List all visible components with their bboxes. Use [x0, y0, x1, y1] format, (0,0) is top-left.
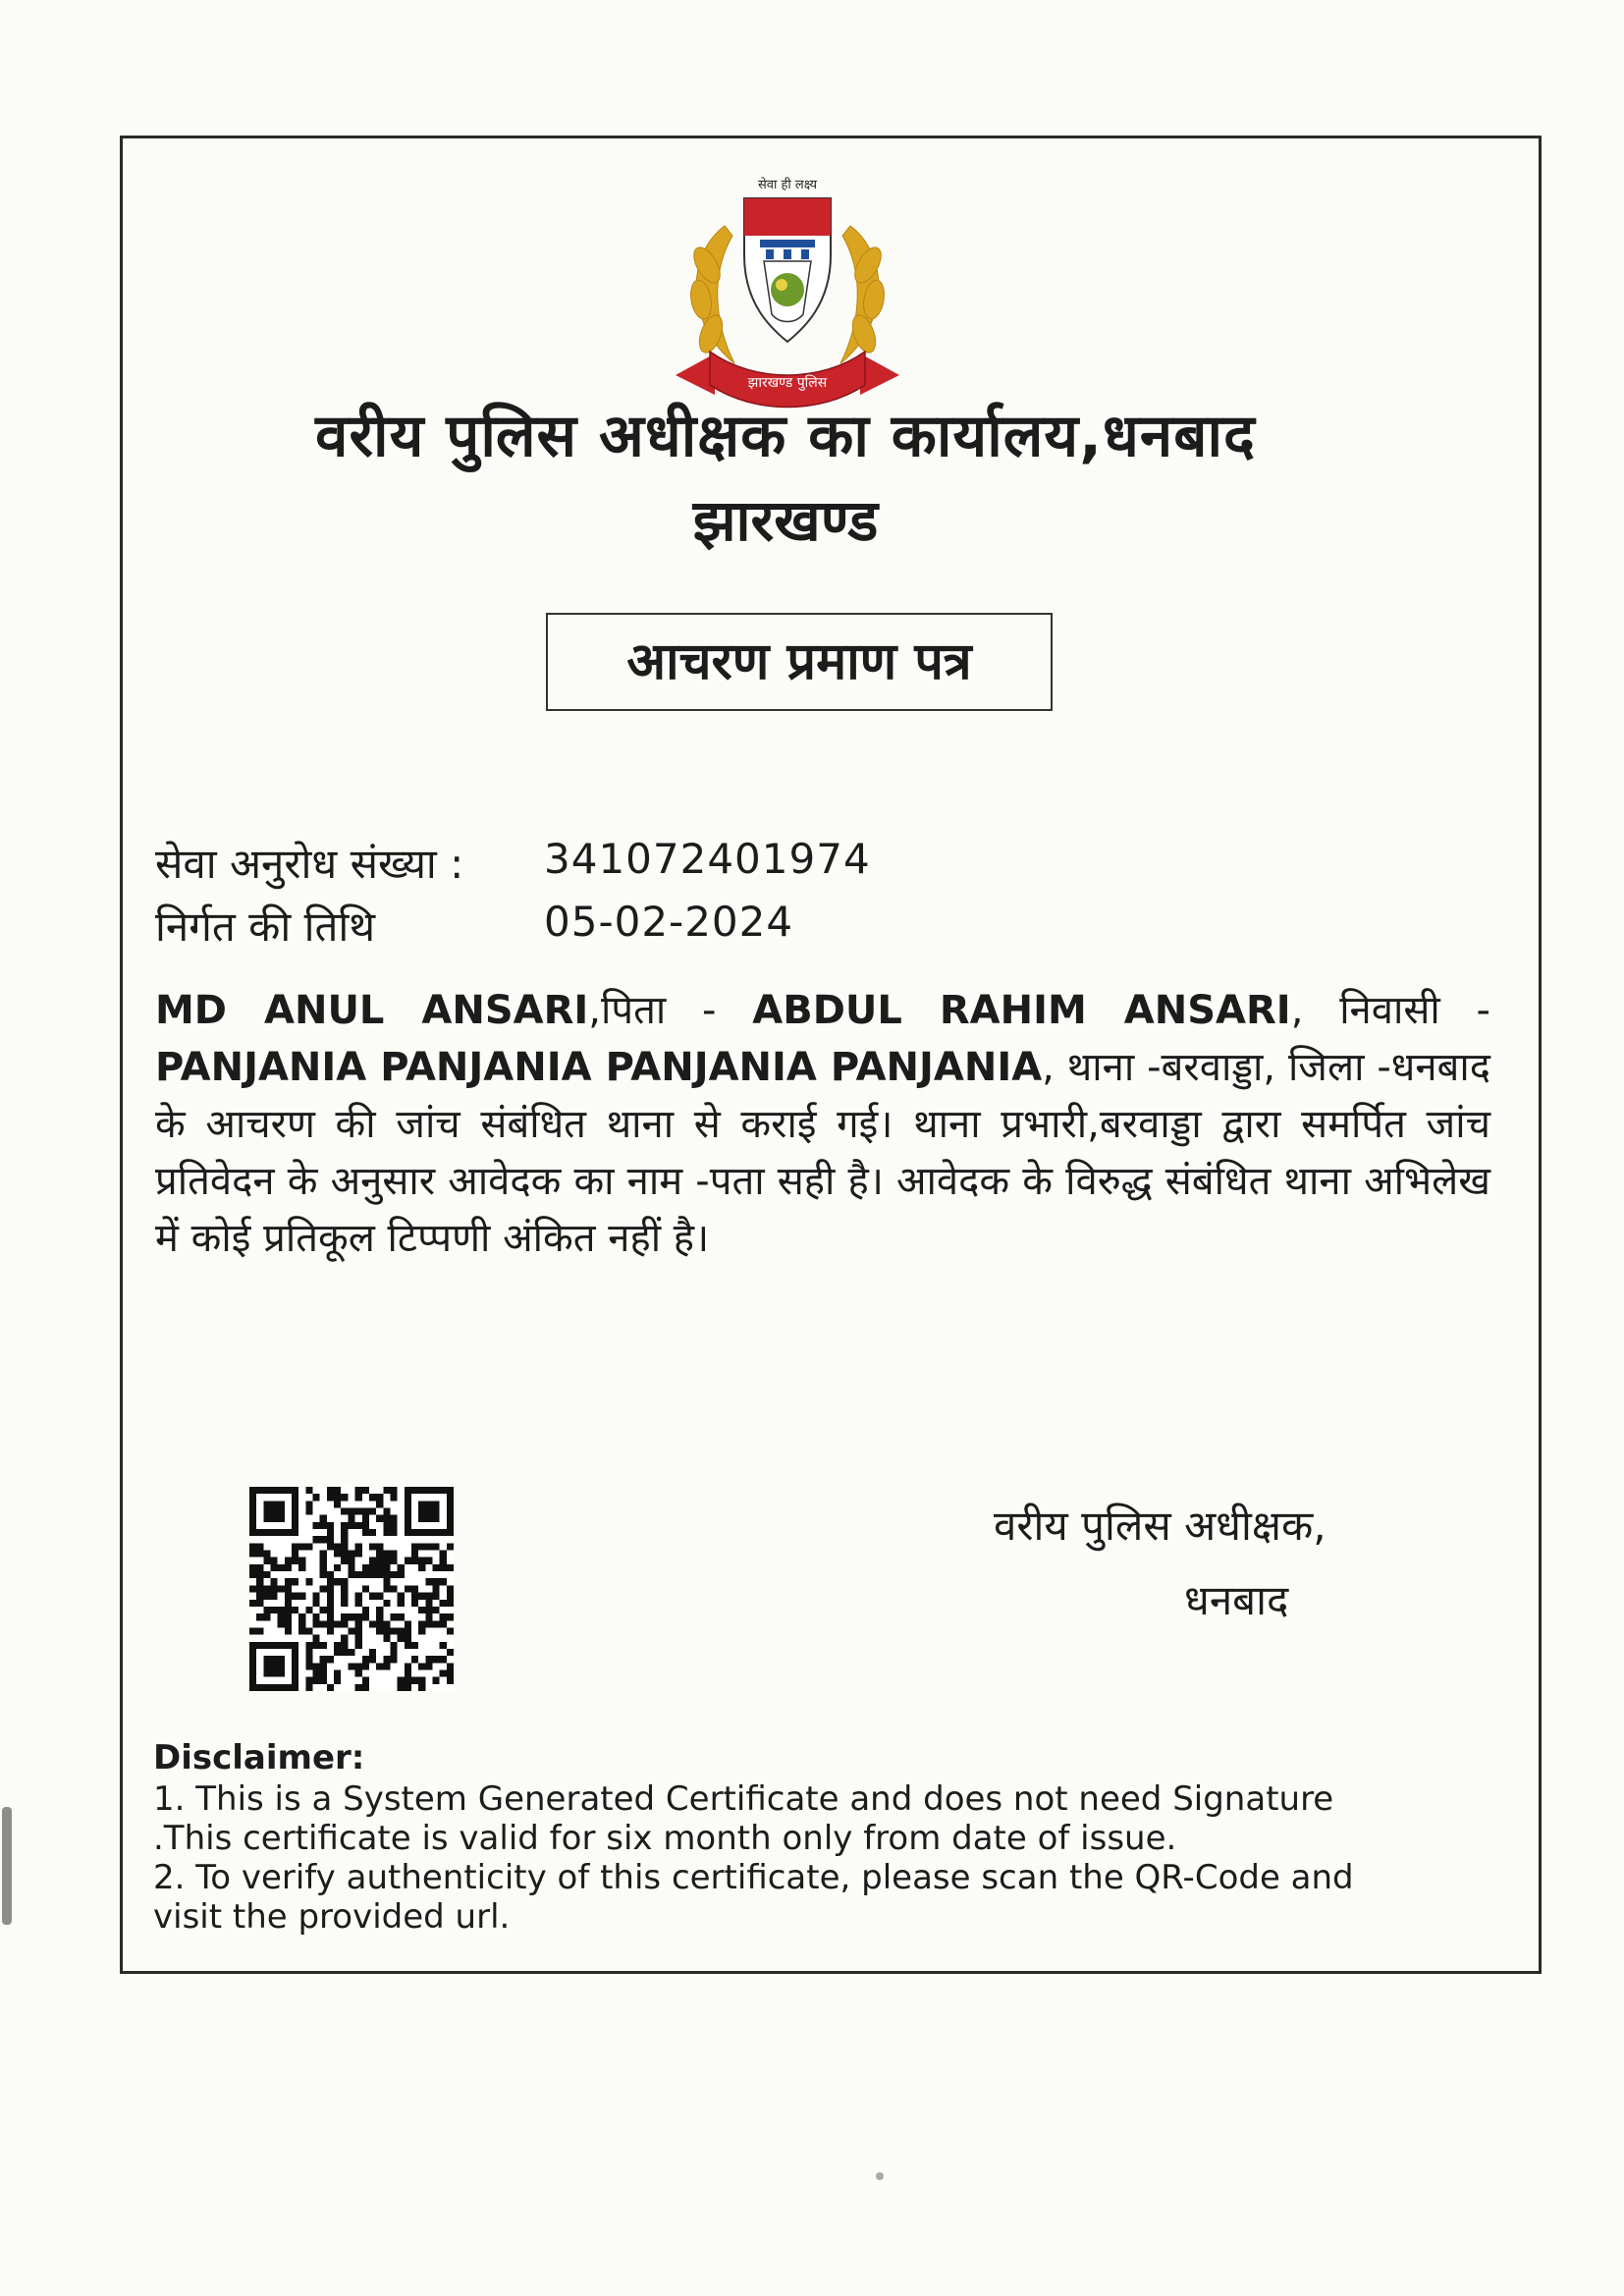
- issue-date-value: 05-02-2024: [544, 898, 794, 946]
- jharkhand-police-emblem: [656, 167, 919, 416]
- certificate-body: [155, 982, 1490, 1267]
- scan-edge-mark: [2, 1807, 12, 1925]
- disclaimer-point-1: 1. This is a System Generated Certificate and does not need Signature .This certificate is valid for six month only from date of issue.: [153, 1779, 1334, 1858]
- signatory-designation: वरीय पुलिस अधीक्षक,: [994, 1502, 1326, 1550]
- office-title: वरीय पुलिस अधीक्षक का कार्यालय,धनबाद: [315, 402, 1256, 470]
- signatory-place: धनबाद: [1184, 1576, 1289, 1624]
- emblem-motto: सेवा ही लक्ष्य: [757, 178, 818, 192]
- verification-qr-code[interactable]: [249, 1485, 454, 1693]
- scan-speck: [876, 2172, 884, 2180]
- request-number-row: [155, 835, 871, 891]
- issue-date-row: [155, 898, 794, 954]
- father-name: ABDUL RAHIM ANSARI: [752, 988, 1291, 1033]
- disclaimer-point-2: 2. To verify authenticity of this certificate, please scan the QR-Code and visit the provided url.: [153, 1858, 1354, 1937]
- issue-date-label: निर्गत की तिथि: [155, 902, 376, 951]
- request-number-value: 341072401974: [544, 835, 871, 883]
- request-number-label: सेवा अनुरोध संख्या :: [155, 840, 464, 888]
- address: PANJANIA PANJANIA PANJANIA PANJANIA: [155, 1045, 1043, 1090]
- state-title: झारखण्ड: [692, 487, 879, 554]
- residence-label: , निवासी -: [1290, 988, 1490, 1033]
- disclaimer-heading: Disclaimer:: [153, 1738, 365, 1777]
- applicant-name: MD ANUL ANSARI: [155, 988, 589, 1033]
- disclaimer-text: [153, 1779, 1420, 1937]
- body-statement: , थाना -बरवाड्डा, जिला -धनबाद के आचरण की जांच संबंधित थाना से कराई गई। थाना प्रभारी,बरवाड्डा द्वारा समर्पित जांच प्रतिवेदन के अनुसार आवेदक का नाम -पता सही है। आवेदक के विरुद्ध संबंधित थाना अभिलेख में कोई प्रतिकूल टिप्पणी अंकित नहीं है।: [155, 1045, 1490, 1261]
- certificate-title: आचरण प्रमाण पत्र: [546, 613, 1053, 711]
- emblem-ribbon-text: झारखण्ड पुलिस: [747, 375, 828, 391]
- father-label: ,पिता -: [588, 988, 753, 1033]
